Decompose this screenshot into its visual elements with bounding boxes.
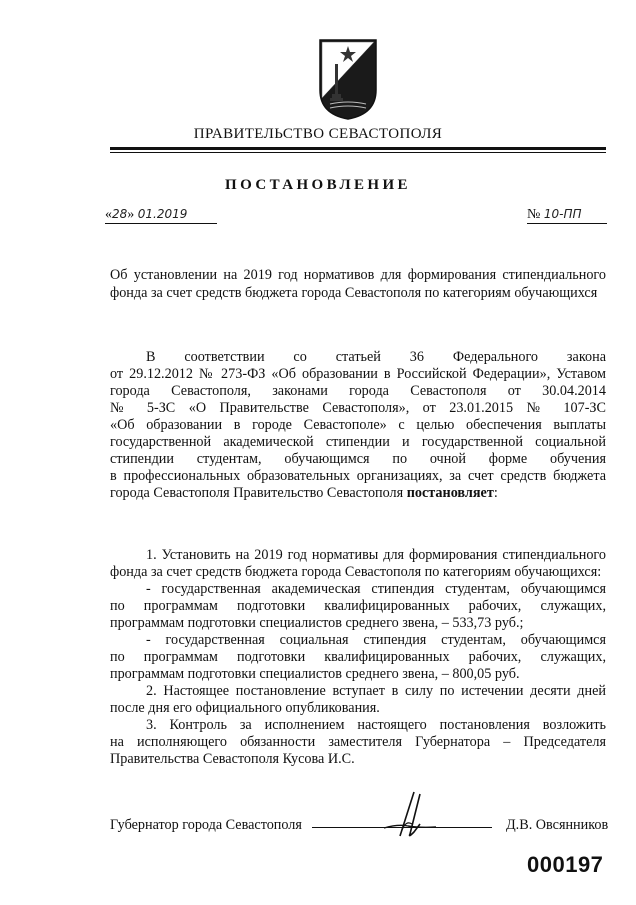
preamble-line: государственной академической стипендии и государственной социальной — [110, 434, 606, 450]
date-close-quote: » — [127, 207, 135, 222]
bullet-2-line: программам подготовки специалистов среднего звена, – 800,05 руб. — [110, 666, 520, 682]
document-subject — [110, 266, 606, 302]
signatory-name: Д.В. Овсянников — [506, 817, 609, 833]
subject-line: Об установлении на 2019 год нормативов для формирования стипендиального — [110, 267, 606, 283]
bullet-1-line: - государственная академическая стипендия студентам, обучающимся — [146, 581, 606, 597]
number-value: 10-ПП — [543, 207, 582, 221]
preamble-line: В соответствии со статьей 36 Федерального закона — [146, 349, 606, 365]
number-sign: № — [527, 207, 541, 222]
registry-number: 000197 — [527, 852, 604, 877]
subject-line: фонда за счет средств бюджета города Севастополя по категориям обучающихся — [110, 285, 598, 301]
item-1-line: фонда за счет средств бюджета города Севастополя по категориям обучающихся: — [110, 564, 602, 580]
bullet-1-line: программам подготовки специалистов среднего звена, – 533,73 руб.; — [110, 615, 524, 631]
signatory-title: Губернатор города Севастополя — [110, 817, 302, 833]
document-date — [105, 207, 217, 224]
item-1-line: 1. Установить на 2019 год нормативы для формирования стипендиального — [146, 547, 606, 563]
bullet-1-line: по программам подготовки квалифицированных рабочих, служащих, — [110, 598, 606, 614]
preamble-line: № 5-ЗС «О Правительстве Севастополя», от 23.01.2015 № 107-ЗС — [110, 400, 606, 416]
item-3-line: Правительства Севастополя Кусова И.С. — [110, 751, 355, 767]
date-month-year: 01.2019 — [137, 207, 188, 221]
preamble-line: «Об образовании в городе Севастополе» с целью обеспечения выплаты — [110, 417, 606, 433]
document-number — [527, 207, 607, 224]
preamble-line: стипендии студентам, обучающимся по очной форме обучения — [110, 451, 606, 467]
document-type-title: ПОСТАНОВЛЕНИЕ — [225, 177, 411, 193]
header-rule-thick — [110, 147, 606, 150]
preamble-last-line — [110, 485, 606, 502]
preamble-paragraph — [110, 349, 606, 502]
item-2-line: 2. Настоящее постановление вступает в силу по истечении десяти дней — [146, 683, 606, 699]
item-2-line: после дня его официального опубликования. — [110, 700, 380, 716]
date-open-quote: « — [105, 207, 112, 222]
decree-items — [110, 547, 606, 768]
date-day: 28 — [112, 207, 128, 221]
bullet-2-line: - государственная социальная стипендия студентам, обучающимся — [146, 632, 606, 648]
bullet-2-line: по программам подготовки квалифицированных рабочих, служащих, — [110, 649, 606, 665]
preamble-colon: : — [493, 485, 498, 501]
header-rule-thin — [110, 152, 606, 153]
item-3-line: 3. Контроль за исполнением настоящего постановления возложить — [146, 717, 606, 733]
decree-verb: постановляет — [406, 485, 494, 501]
item-3-line: на исполняющего обязанности заместителя Губернатора – Председателя — [110, 734, 606, 750]
preamble-last-text: города Севастополя Правительство Севастополя — [110, 485, 407, 501]
preamble-line: от 29.12.2012 № 273-ФЗ «Об образовании в Российской Федерации», Уставом — [110, 366, 606, 382]
handwritten-signature-icon — [380, 790, 440, 840]
sevastopol-coat-of-arms-icon — [318, 38, 378, 120]
preamble-line: в профессиональных образовательных организациях, за счет средств бюджета — [110, 468, 606, 484]
preamble-line: города Севастополя, законами города Севастополя от 30.04.2014 — [110, 383, 606, 399]
government-title: ПРАВИТЕЛЬСТВО СЕВАСТОПОЛЯ — [193, 126, 443, 142]
